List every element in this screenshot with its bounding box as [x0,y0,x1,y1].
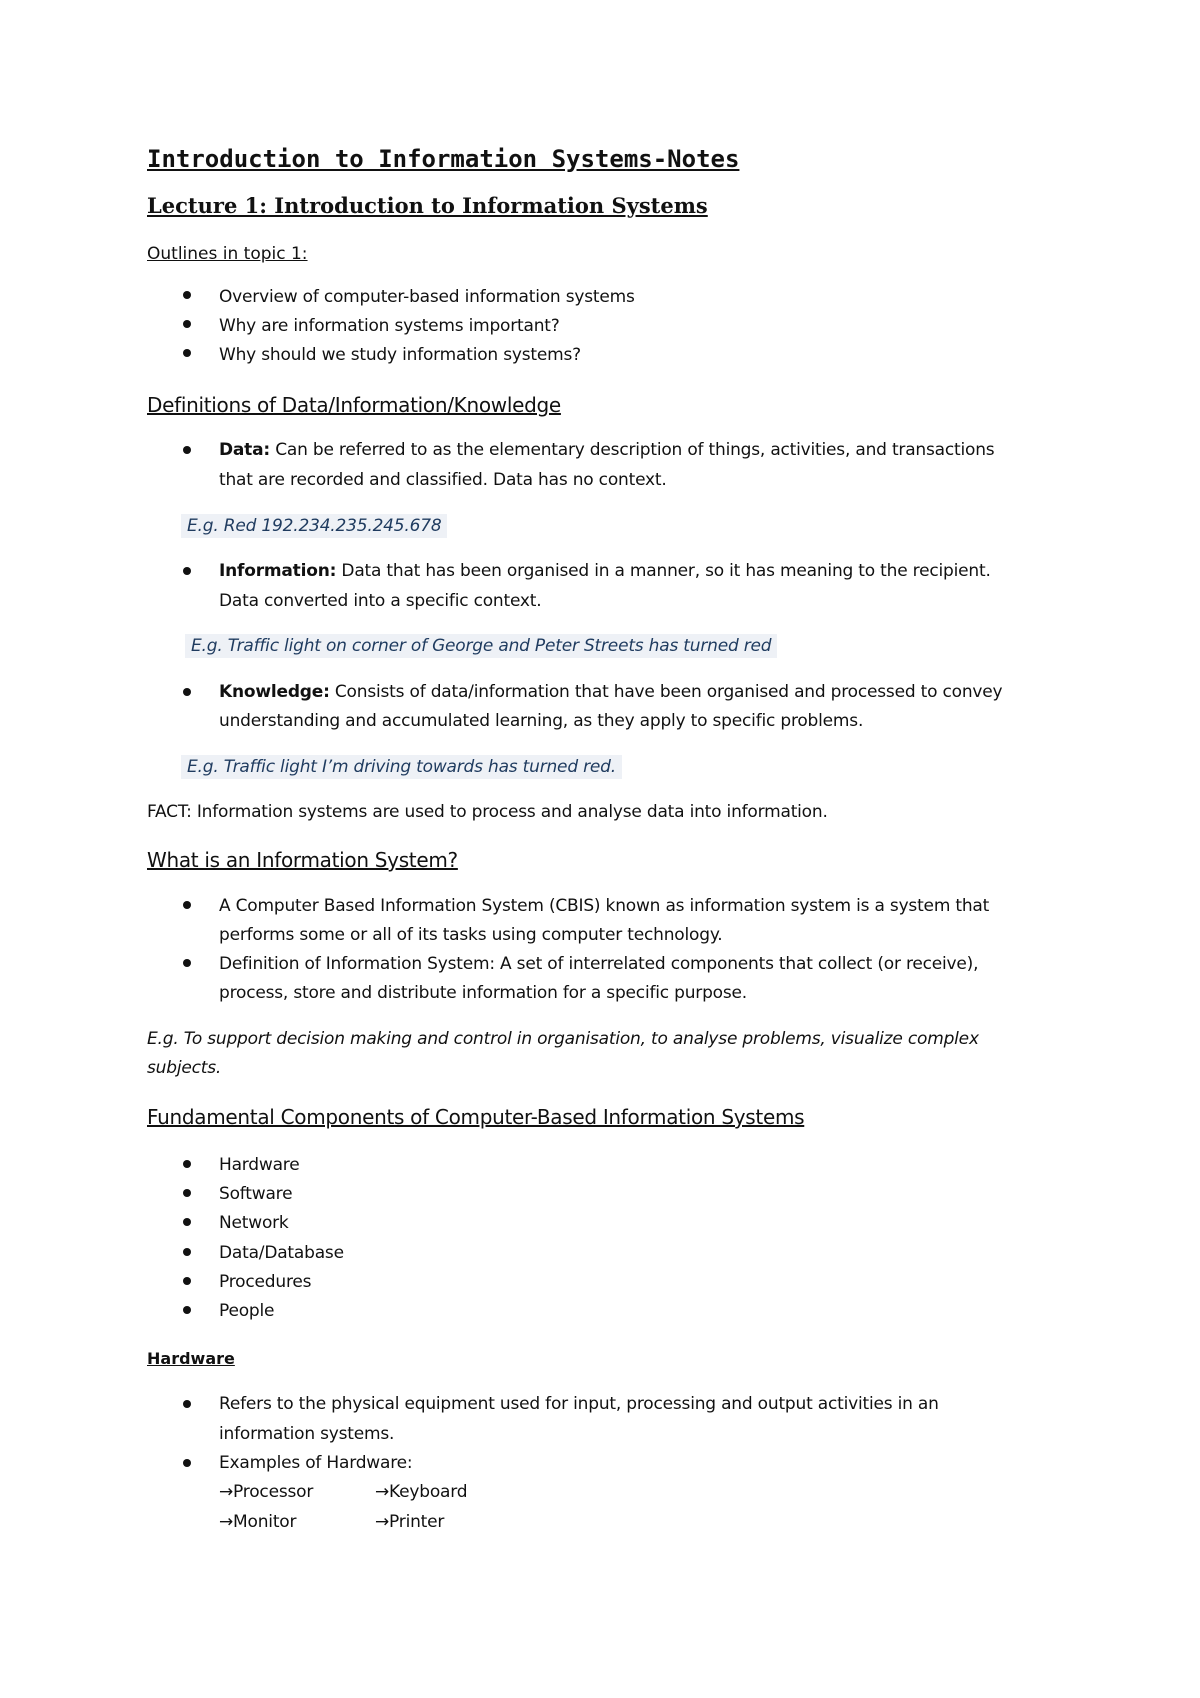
bullet-icon [183,1400,191,1408]
component-item: People [219,1301,275,1321]
hardware-line-2: information systems. [219,1424,395,1444]
outlines-heading: Outlines in topic 1: [147,244,308,264]
knowledge-example: E.g. Traffic light I’m driving towards has turned red. [181,755,622,779]
arrow-right-icon: → [219,1512,234,1532]
component-item: Hardware [219,1155,300,1175]
definitions-heading: Definitions of Data/Information/Knowledge [147,393,561,417]
hardware-line-1: Refers to the physical equipment used for input, processing and output activities in an [219,1394,939,1414]
data-definition-line-1 [219,440,994,460]
what-is-heading: What is an Information System? [147,848,458,872]
hardware-heading: Hardware [147,1349,235,1368]
hardware-example-label: Keyboard [389,1482,468,1502]
bullet-icon [183,1306,191,1314]
arrow-right-icon: → [375,1512,390,1532]
knowledge-term: Knowledge: [219,682,330,702]
bullet-icon [183,291,191,299]
knowledge-definition-text: Consists of data/information that have been organised and processed to convey [329,682,1003,702]
hardware-example [219,1512,296,1532]
bullet-icon [183,959,191,967]
data-definition-line-2: that are recorded and classified. Data has no context. [219,470,667,490]
cbis-line-2: performs some or all of its tasks using computer technology. [219,925,723,945]
data-example: E.g. Red 192.234.235.245.678 [181,514,447,538]
is-example-line-2: subjects. [147,1058,222,1078]
bullet-icon [183,1277,191,1285]
arrow-right-icon: → [375,1482,390,1502]
hardware-examples-label: Examples of Hardware: [219,1453,413,1473]
bullet-icon [183,446,191,454]
is-definition-line-1: Definition of Information System: A set of interrelated components that collect (or receive), [219,954,979,974]
cbis-line-1: A Computer Based Information System (CBIS) known as information system is a system that [219,896,990,916]
bullet-icon [183,1248,191,1256]
data-term: Data: [219,440,270,460]
bullet-icon [183,567,191,575]
bullet-icon [183,349,191,357]
information-example: E.g. Traffic light on corner of George and Peter Streets has turned red [185,634,777,658]
component-item: Data/Database [219,1243,344,1263]
hardware-example [219,1482,313,1502]
component-item: Software [219,1184,293,1204]
knowledge-definition-line-1 [219,682,1002,702]
hardware-example-label: Processor [233,1482,314,1502]
components-heading: Fundamental Components of Computer-Based Information Systems [147,1105,805,1129]
component-item: Procedures [219,1272,312,1292]
fact-statement: FACT: Information systems are used to process and analyse data into information. [147,802,828,822]
bullet-icon [183,1459,191,1467]
hardware-example-label: Printer [389,1512,445,1532]
bullet-icon [183,1160,191,1168]
document-title: Introduction to Information Systems-Notes [147,145,740,173]
lecture-heading: Lecture 1: Introduction to Information Systems [147,193,708,218]
hardware-example-label: Monitor [233,1512,297,1532]
knowledge-definition-line-2: understanding and accumulated learning, as they apply to specific problems. [219,711,864,731]
outline-item: Overview of computer-based information systems [219,287,635,307]
hardware-example [375,1512,444,1532]
information-term: Information: [219,561,337,581]
information-definition-text: Data that has been organised in a manner, so it has meaning to the recipient. [336,561,991,581]
bullet-icon [183,901,191,909]
information-definition-line-1 [219,561,991,581]
is-example-line-1: E.g. To support decision making and control in organisation, to analyse problems, visualize complex [147,1029,979,1049]
outline-item: Why are information systems important? [219,316,560,336]
hardware-example [375,1482,467,1502]
is-definition-line-2: process, store and distribute information for a specific purpose. [219,983,747,1003]
outline-item: Why should we study information systems? [219,345,581,365]
bullet-icon [183,1189,191,1197]
data-definition-text: Can be referred to as the elementary description of things, activities, and transactions [269,440,995,460]
bullet-icon [183,1218,191,1226]
arrow-right-icon: → [219,1482,234,1502]
component-item: Network [219,1213,289,1233]
bullet-icon [183,688,191,696]
information-definition-line-2: Data converted into a specific context. [219,591,542,611]
bullet-icon [183,320,191,328]
